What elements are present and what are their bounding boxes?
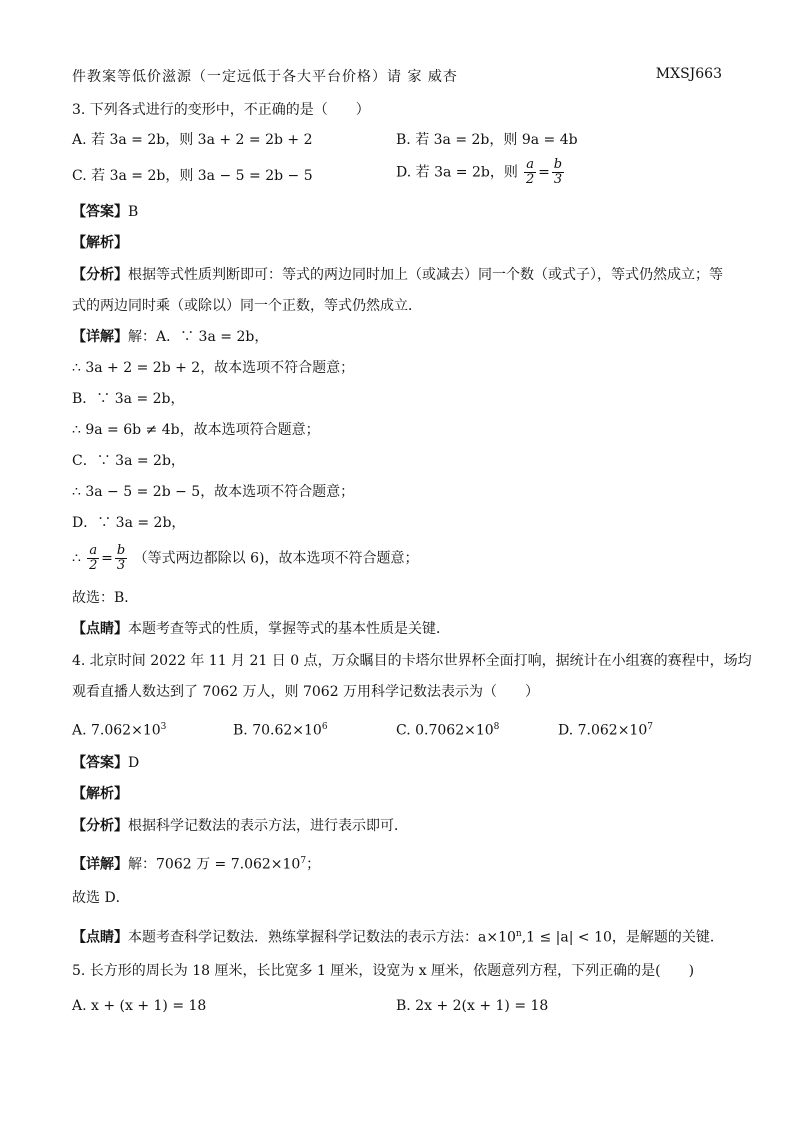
q4-stem-2: 观看直播人数达到了 7062 万人，则 7062 万用科学记数法表示为（ ） (72, 684, 540, 700)
q3-detail-1: 【详解】解：A．∵ 3a = 2b， (72, 329, 269, 345)
q3-dianjing: 【点睛】本题考查等式的性质，掌握等式的基本性质是关键． (72, 621, 450, 637)
fraction-b-over-3: $\frac{b}{3}$ (553, 157, 563, 187)
q3-option-d-prefix: D. 若 3a = 2b，则 (396, 164, 518, 181)
answer-label: 【答案】 (72, 204, 128, 220)
q4-option-a: A. $7.062\times 10^3$ (72, 722, 167, 739)
header-banner: 件教案等低价滋源（一定远低于各大平台价格）请 家 威杏 (72, 69, 458, 85)
q3-detail-6: ∴ 3a − 5 = 2b − 5，故本选项不符合题意； (72, 484, 355, 500)
q3-choose: 故选：B． (72, 590, 139, 606)
q3-option-d: D. 若 3a = 2b，则 $\frac{a}{2}$ = $\frac{b}{3}$ (396, 157, 563, 187)
q5-option-b: B. 2x + 2(x + 1) = 18 (396, 998, 549, 1014)
q4-analysis-label: 【解析】 (72, 786, 128, 802)
q3-analysis-label: 【解析】 (72, 235, 128, 251)
q4-option-c: C. $0.7062\times 10^8$ (396, 722, 500, 739)
q3-option-c: C. 若 3a = 2b，则 3a − 5 = 2b − 5 (72, 168, 313, 184)
q5-option-a: A. x + (x + 1) = 18 (72, 998, 207, 1014)
header-code: MXSJ663 (655, 66, 722, 82)
q3-detail-5: C．∵ 3a = 2b， (72, 453, 185, 469)
page-header (72, 66, 722, 86)
q4-option-d: D. $7.062\times 10^7$ (558, 722, 653, 739)
fraction-b-over-3: $\frac{b}{3}$ (116, 543, 126, 573)
q3-option-b: B. 若 3a = 2b，则 9a = 4b (396, 132, 578, 148)
q3-detail-4: ∴ 9a = 6b ≠ 4b，故本选项符合题意； (72, 422, 320, 438)
fraction-a-over-2: $\frac{a}{2}$ (89, 543, 98, 573)
q3-detail-2: ∴ 3a + 2 = 2b + 2，故本选项不符合题意； (72, 360, 355, 376)
q4-fenxi: 【分析】根据科学记数法的表示方法，进行表示即可． (72, 818, 408, 834)
q5-stem: 5. 长方形的周长为 18 厘米，长比宽多 1 厘米，设宽为 x 厘米，依题意列方程，下列正确的是( ) (72, 963, 695, 979)
q3-stem: 3. 下列各式进行的变形中，不正确的是（ ） (72, 102, 370, 118)
q4-answer: 【答案】D (72, 755, 140, 771)
fraction-a-over-2: $\frac{a}{2}$ (526, 157, 535, 187)
q3-detail-8: ∴ $\frac{a}{2}$ = $\frac{b}{3}$ （等式两边都除以 6)，故本选项不符合题意； (72, 543, 419, 573)
q3-detail-3: B．∵ 3a = 2b， (72, 391, 185, 407)
q3-fenxi-1: 【分析】根据等式性质判断即可：等式的两边同时加上（或减去）同一个数（或式子），等式仍然成立；等 (72, 267, 723, 283)
answer-value: B (128, 204, 139, 220)
q4-choose: 故选 D． (72, 890, 130, 906)
q4-option-b: B. $70.62\times 10^6$ (233, 722, 328, 739)
q3-fenxi-2: 式的两边同时乘（或除以）同一个正数，等式仍然成立． (72, 298, 422, 314)
q4-dianjing: 【点睛】本题考查科学记数法．熟练掌握科学记数法的表示方法：$a\times 10^n,1 \le |a| < 10$，是解题的关键． (72, 929, 724, 946)
q3-detail-7: D．∵ 3a = 2b， (72, 515, 186, 531)
q3-option-a: A. 若 3a = 2b，则 3a + 2 = 2b + 2 (72, 132, 313, 148)
q4-detail: 【详解】解：7062 万 = $7.062\times 10^7$； (72, 856, 321, 873)
q3-answer (72, 202, 138, 222)
q4-stem-1: 4. 北京时间 2022 年 11 月 21 日 0 点，万众瞩目的卡塔尔世界杯全面打响，据统计在小组赛的赛程中，场均 (72, 653, 752, 669)
